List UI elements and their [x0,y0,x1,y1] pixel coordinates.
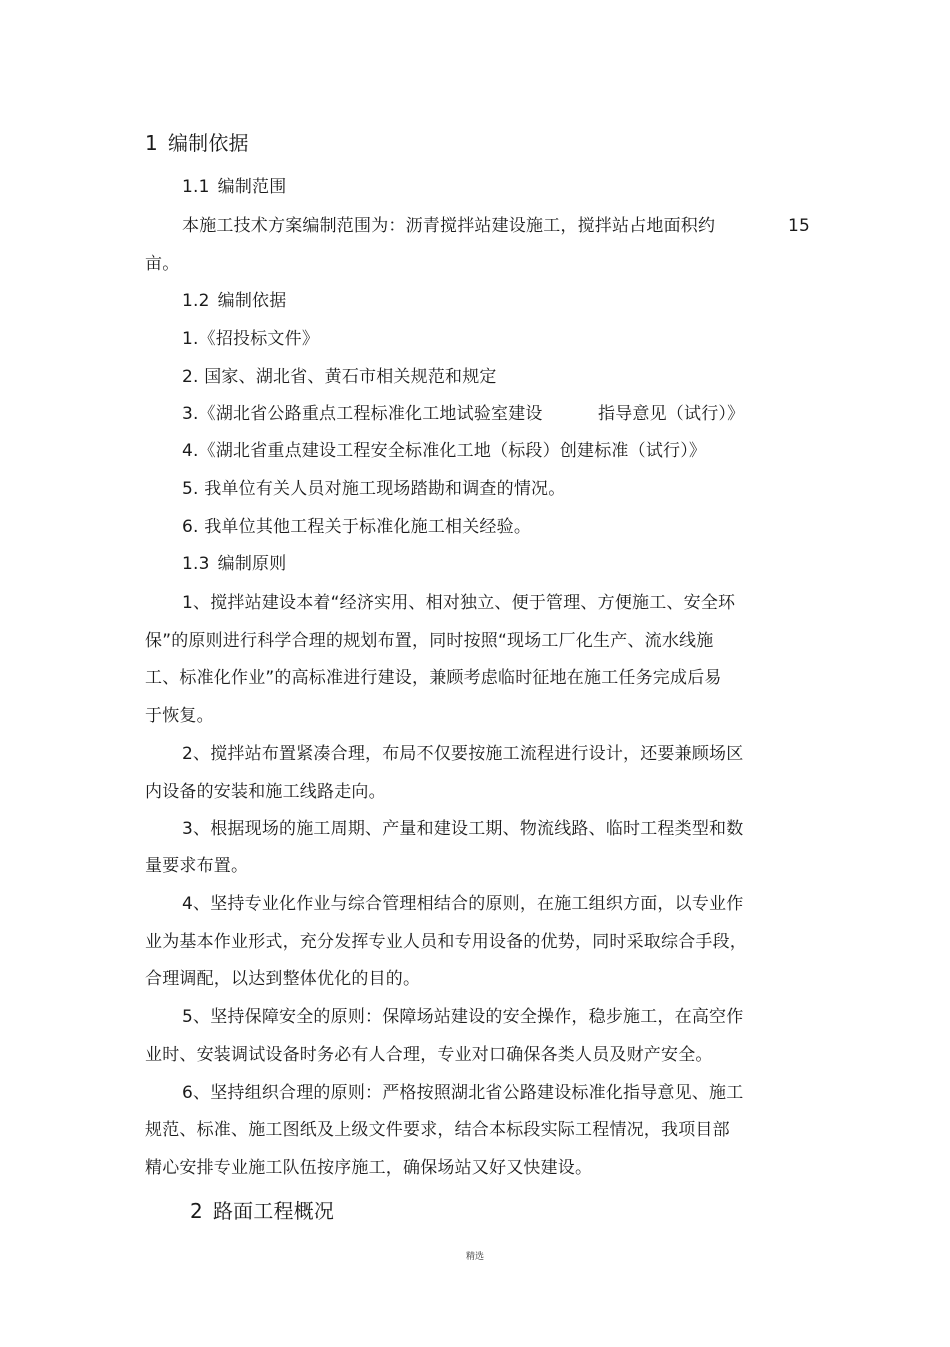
principle-4-line-1: 4、坚持专业化作业与综合管理相结合的原则，在施工组织方面，以专业作 [182,894,744,914]
principle-3-line-1: 3、根据现场的施工周期、产量和建设工期、物流线路、临时工程类型和数 [182,819,744,839]
principle-1-line-4: 于恢复。 [145,706,214,726]
section-number: 1 [145,131,158,155]
section-title: 编制依据 [167,131,249,155]
section-heading-2 [190,1198,334,1224]
subsection-title: 编制依据 [217,291,287,311]
basis-item-6: 6. 我单位其他工程关于标准化施工相关经验。 [182,517,532,537]
principle-2-line-2: 内设备的安装和施工线路走向。 [145,782,386,802]
principle-4-line-2: 业为基本作业形式，充分发挥专业人员和专用设备的优势，同时采取综合手段， [145,932,747,952]
subsection-title: 编制原则 [217,554,287,574]
principle-1-line-1: 1、搅拌站建设本着“经济实用、相对独立、便于管理、方便施工、安全环 [182,593,736,613]
subsection-number: 1.2 [182,291,210,311]
principle-1-line-2: 保”的原则进行科学合理的规划布置，同时按照“现场工厂化生产、流水线施 [145,631,714,651]
principle-6-line-3: 精心安排专业施工队伍按序施工，确保场站又好又快建设。 [145,1158,593,1178]
subsection-heading-1-1 [182,176,286,198]
principle-4-line-3: 合理调配，以达到整体优化的目的。 [145,969,421,989]
principle-6-line-2: 规范、标准、施工图纸及上级文件要求，结合本标段实际工程情况，我项目部 [145,1120,730,1140]
basis-item-4: 4.《湖北省重点建设工程安全标准化工地（标段）创建标准（试行）》 [182,441,707,461]
section-heading-1 [145,130,249,156]
page-footer: 精选 [465,1252,484,1262]
scope-area-value: 15 [788,216,811,236]
section-title: 路面工程概况 [212,1199,335,1223]
scope-line-1: 本施工技术方案编制范围为：沥青搅拌站建设施工，搅拌站占地面积约 [182,216,716,236]
principle-2-line-1: 2、搅拌站布置紧凑合理，布局不仅要按施工流程进行设计，还要兼顾场区 [182,744,744,764]
basis-item-3: 3.《湖北省公路重点工程标准化工地试验室建设 [182,404,543,424]
subsection-heading-1-2 [182,290,286,312]
subsection-number: 1.1 [182,177,210,197]
principle-6-line-1: 6、坚持组织合理的原则：严格按照湖北省公路建设标准化指导意见、施工 [182,1083,744,1103]
principle-3-line-2: 量要求布置。 [145,856,249,876]
subsection-heading-1-3 [182,553,286,575]
principle-1-line-3: 工、标准化作业”的高标准进行建设，兼顾考虑临时征地在施工任务完成后易 [145,668,722,688]
basis-item-3-tail: 指导意见（试行）》 [598,404,745,424]
principle-5-line-1: 5、坚持保障安全的原则：保障场站建设的安全操作，稳步施工，在高空作 [182,1007,744,1027]
subsection-number: 1.3 [182,554,210,574]
scope-line-2: 亩。 [145,254,180,274]
section-number: 2 [190,1199,203,1223]
basis-item-5: 5. 我单位有关人员对施工现场踏勘和调查的情况。 [182,479,566,499]
subsection-title: 编制范围 [217,177,287,197]
basis-item-2: 2. 国家、湖北省、黄石市相关规范和规定 [182,367,497,387]
basis-item-1: 1.《招投标文件》 [182,329,320,349]
principle-5-line-2: 业时、安装调试设备时务必有人合理，专业对口确保各类人员及财产安全。 [145,1045,713,1065]
